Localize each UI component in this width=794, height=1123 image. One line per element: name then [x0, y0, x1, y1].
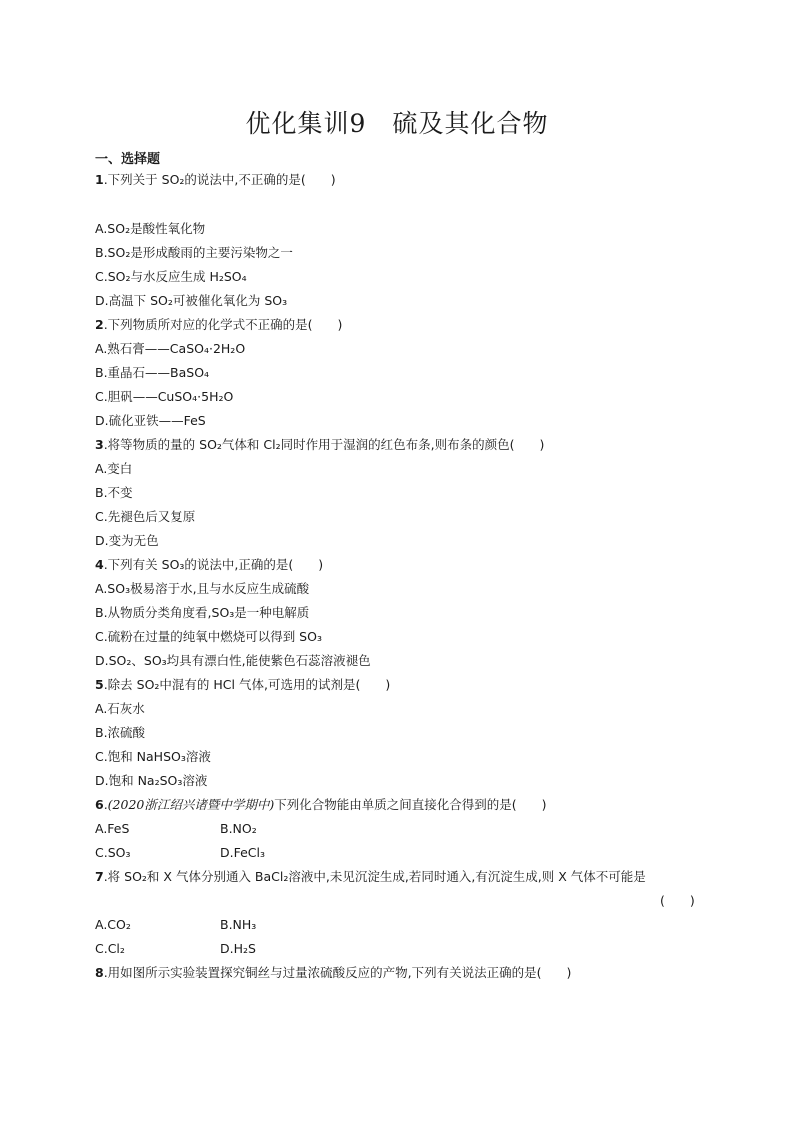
question-3-stem [95, 437, 544, 453]
question-7-stem [95, 869, 646, 885]
q3-option-d: D.变为无色 [95, 533, 159, 548]
question-2-stem [95, 317, 342, 333]
question-text: .将等物质的量的 SO₂气体和 Cl₂同时作用于湿润的红色布条,则布条的颜色( ) [103, 437, 545, 452]
section-heading: 一、选择题 [95, 152, 161, 167]
question-text: .下列物质所对应的化学式不正确的是( ) [103, 317, 343, 332]
q4-option-a: A.SO₃极易溶于水,且与水反应生成硫酸 [95, 581, 310, 596]
q1-option-c: C.SO₂与水反应生成 H₂SO₄ [95, 269, 247, 284]
question-5-stem [95, 677, 390, 693]
question-6-stem [95, 797, 547, 813]
q2-option-b: B.重晶石——BaSO₄ [95, 365, 210, 380]
q3-option-b: B.不变 [95, 485, 133, 500]
question-8-stem [95, 965, 571, 981]
q6-option-c: C.SO₃ [95, 845, 131, 860]
q3-option-c: C.先褪色后又复原 [95, 509, 196, 524]
q6-option-a: A.FeS [95, 821, 130, 836]
question-number: 2 [95, 317, 104, 332]
q2-option-c: C.胆矾——CuSO₄·5H₂O [95, 389, 234, 404]
q7-option-d: D.H₂S [220, 941, 256, 956]
question-number: 5 [95, 677, 104, 692]
q7-option-a: A.CO₂ [95, 917, 131, 932]
question-text: 下列化合物能由单质之间直接化合得到的是( ) [274, 797, 547, 812]
question-text: .下列有关 SO₃的说法中,正确的是( ) [103, 557, 324, 572]
q5-option-b: B.浓硫酸 [95, 725, 146, 740]
question-text: .将 SO₂和 X 气体分别通入 BaCl₂溶液中,未见沉淀生成,若同时通入,有沉淀生成,则 X 气体不可能是 [103, 869, 646, 884]
question-number: 4 [95, 557, 104, 572]
question-number: 7 [95, 869, 104, 884]
q1-option-a: A.SO₂是酸性氧化物 [95, 221, 206, 236]
question-4-stem [95, 557, 323, 573]
q5-option-c: C.饱和 NaHSO₃溶液 [95, 749, 211, 764]
q7-option-b: B.NH₃ [220, 917, 257, 932]
question-number: 3 [95, 437, 104, 452]
q1-option-b: B.SO₂是形成酸雨的主要污染物之一 [95, 245, 293, 260]
question-text: .下列关于 SO₂的说法中,不正确的是( ) [103, 172, 336, 187]
question-text: .除去 SO₂中混有的 HCl 气体,可选用的试剂是( ) [103, 677, 391, 692]
q2-option-d: D.硫化亚铁——FeS [95, 413, 206, 428]
q7-option-c: C.Cl₂ [95, 941, 125, 956]
q5-option-d: D.饱和 Na₂SO₃溶液 [95, 773, 208, 788]
q6-option-b: B.NO₂ [220, 821, 257, 836]
q4-option-c: C.硫粉在过量的纯氧中燃烧可以得到 SO₃ [95, 629, 322, 644]
q1-option-d: D.高温下 SO₂可被催化氧化为 SO₃ [95, 293, 288, 308]
q3-option-a: A.变白 [95, 461, 133, 476]
page-title: 优化集训9 硫及其化合物 [245, 109, 549, 138]
q5-option-a: A.石灰水 [95, 701, 145, 716]
question-number: 1 [95, 172, 104, 187]
q4-option-b: B.从物质分类角度看,SO₃是一种电解质 [95, 605, 310, 620]
q6-option-d: D.FeCl₃ [220, 845, 266, 860]
q7-answer-paren: ( ) [660, 893, 695, 908]
question-source: .(2020浙江绍兴诸暨中学期中) [103, 797, 275, 812]
question-text: .用如图所示实验装置探究铜丝与过量浓硫酸反应的产物,下列有关说法正确的是( ) [103, 965, 572, 980]
q2-option-a: A.熟石膏——CaSO₄·2H₂O [95, 341, 246, 356]
question-1-stem [95, 172, 336, 188]
q4-option-d: D.SO₂、SO₃均具有漂白性,能使紫色石蕊溶液褪色 [95, 653, 371, 668]
question-number: 6 [95, 797, 104, 812]
question-number: 8 [95, 965, 104, 980]
